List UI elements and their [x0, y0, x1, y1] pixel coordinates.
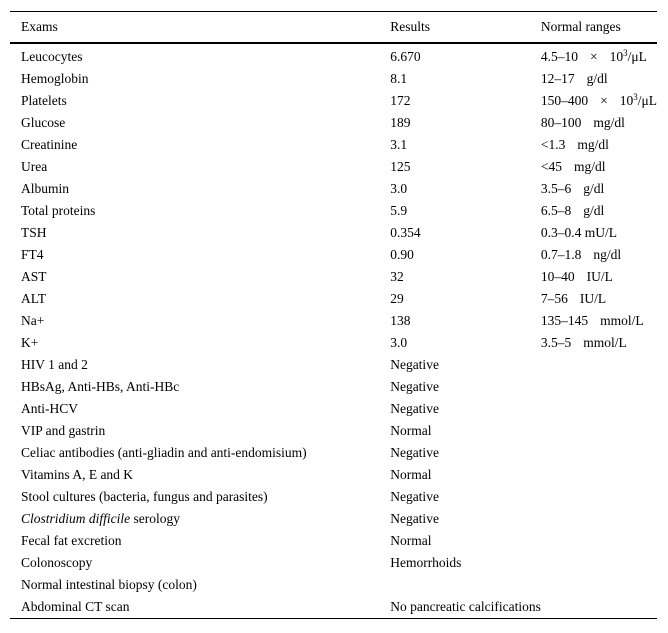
exam-cell [10, 68, 390, 90]
exam-cell [10, 43, 390, 68]
range-value: 135–145 [540, 313, 589, 328]
table-row [10, 332, 657, 354]
result-cell: Negative [390, 489, 439, 504]
unit: mmol/L [583, 335, 627, 350]
times-sign: × [590, 49, 598, 64]
unit: mg/dl [593, 115, 625, 130]
exam-cell [10, 200, 390, 222]
unit: IU/L [579, 291, 607, 306]
normal-range-cell [541, 244, 657, 266]
exam-cell [10, 112, 390, 134]
table-row [10, 68, 657, 90]
exam-name: Glucose [21, 115, 66, 130]
exam-cell [10, 134, 390, 156]
exam-name: Colonoscopy [21, 555, 93, 570]
exam-cell [10, 486, 390, 508]
normal-range-cell [541, 354, 657, 376]
exam-cell [10, 508, 390, 530]
exam-cell [10, 376, 390, 398]
table-row [10, 596, 657, 619]
exam-name: Albumin [21, 181, 70, 196]
range-value: 80–100 [540, 115, 582, 130]
unit: mg/dl [574, 159, 606, 174]
table-row [10, 530, 657, 552]
result-cell: 8.1 [390, 71, 408, 86]
exam-cell [10, 244, 390, 266]
result-cell: 189 [390, 115, 411, 130]
range-value: <45 [540, 159, 562, 174]
exam-cell [10, 332, 390, 354]
exam-cell [10, 354, 390, 376]
result-cell: 6.670 [390, 49, 421, 64]
unit: g/dl [583, 181, 605, 196]
unit: /μL [627, 49, 647, 64]
unit: g/dl [583, 203, 605, 218]
exam-name: Platelets [21, 93, 67, 108]
exam-cell [10, 574, 390, 596]
unit: IU/L [586, 269, 613, 284]
range-value: 4.5–10 [540, 49, 578, 64]
result-cell: Negative [390, 357, 439, 372]
exam-cell [10, 464, 390, 486]
table-row [10, 486, 657, 508]
exam-name: Abdominal CT scan [21, 599, 130, 614]
header-normal-ranges: Normal ranges [540, 19, 621, 34]
result-cell: 172 [390, 93, 411, 108]
table-row [10, 552, 657, 574]
exam-name: Na+ [21, 313, 45, 328]
result-cell: 3.0 [390, 181, 408, 196]
lab-results-table-wrapper [10, 11, 657, 619]
result-cell: Negative [390, 445, 439, 460]
exam-name: Normal intestinal biopsy (colon) [21, 577, 197, 592]
range-value: 7–56 [540, 291, 568, 306]
exam-name: Stool cultures (bacteria, fungus and parasites) [21, 489, 268, 504]
exam-name-italic: Clostridium difficile [21, 511, 131, 526]
unit: /μL [637, 93, 657, 108]
normal-range-cell [541, 200, 657, 222]
table-row [10, 200, 657, 222]
exam-cell [10, 596, 390, 619]
result-cell: 125 [390, 159, 411, 174]
normal-range-cell [541, 43, 657, 68]
table-row [10, 266, 657, 288]
exam-cell [10, 178, 390, 200]
normal-range-cell [541, 530, 657, 552]
result-cell: 0.354 [390, 225, 421, 240]
table-row [10, 508, 657, 530]
result-cell: Negative [390, 401, 439, 416]
result-cell: 5.9 [390, 203, 408, 218]
normal-range-cell [541, 90, 657, 112]
table-row [10, 574, 657, 596]
table-row [10, 178, 657, 200]
table-row [10, 310, 657, 332]
exam-cell [10, 442, 390, 464]
normal-range-cell [541, 464, 657, 486]
exam-cell [10, 156, 390, 178]
exam-cell [10, 398, 390, 420]
normal-range-cell [541, 398, 657, 420]
range-value: 12–17 [540, 71, 575, 86]
table-row [10, 43, 657, 68]
table-row [10, 288, 657, 310]
normal-range-cell [541, 420, 657, 442]
unit-base: 10 [619, 93, 634, 108]
normal-range-cell [541, 178, 657, 200]
result-cell: 138 [390, 313, 411, 328]
unit: g/dl [586, 71, 608, 86]
exam-cell [10, 288, 390, 310]
result-cell: Hemorrhoids [390, 555, 462, 570]
unit-exponent: 3 [623, 48, 628, 58]
exam-name: Leucocytes [21, 49, 83, 64]
normal-range-cell [541, 156, 657, 178]
exam-name: VIP and gastrin [21, 423, 106, 438]
exam-name: Anti-HCV [21, 401, 78, 416]
table-header [10, 12, 657, 44]
normal-range-cell [541, 376, 657, 398]
normal-range-cell [541, 442, 657, 464]
unit: mg/dl [577, 137, 609, 152]
exam-name: K+ [21, 335, 39, 350]
normal-range-cell [541, 332, 657, 354]
normal-range-cell [541, 222, 657, 244]
unit: ng/dl [593, 247, 622, 262]
header-exams: Exams [21, 19, 58, 34]
exam-name: Vitamins A, E and K [21, 467, 134, 482]
result-cell: 0.90 [390, 247, 414, 262]
range-value: 3.5–5 [540, 335, 572, 350]
exam-name: HIV 1 and 2 [21, 357, 88, 372]
exam-cell [10, 90, 390, 112]
result-cell: 32 [390, 269, 404, 284]
table-row [10, 90, 657, 112]
table-row [10, 398, 657, 420]
range-value: 10–40 [540, 269, 575, 284]
normal-range-cell [541, 310, 657, 332]
range-value: 3.5–6 [540, 181, 572, 196]
range-value: 150–400 [540, 93, 589, 108]
exam-cell [10, 222, 390, 244]
result-cell: 3.0 [390, 335, 408, 350]
result-cell: 3.1 [390, 137, 408, 152]
normal-range-cell [541, 68, 657, 90]
result-cell: Negative [390, 379, 439, 394]
exam-cell [10, 552, 390, 574]
header-row [10, 12, 657, 44]
table-row [10, 442, 657, 464]
unit: mmol/L [600, 313, 644, 328]
result-cell [390, 574, 541, 596]
times-sign: × [600, 93, 608, 108]
normal-range-cell [541, 112, 657, 134]
table-row [10, 464, 657, 486]
normal-range-cell [541, 596, 657, 619]
exam-name: AST [21, 269, 47, 284]
exam-name: Urea [21, 159, 48, 174]
normal-range-cell [541, 552, 657, 574]
table-row [10, 376, 657, 398]
result-cell: No pancreatic calcifications [390, 599, 541, 614]
exam-name: Hemoglobin [21, 71, 89, 86]
normal-range-cell [541, 574, 657, 596]
table-row [10, 134, 657, 156]
table-body [10, 43, 657, 619]
normal-range-cell [541, 288, 657, 310]
exam-cell [10, 310, 390, 332]
header-results: Results [390, 19, 430, 34]
exam-name: Fecal fat excretion [21, 533, 122, 548]
table-row [10, 222, 657, 244]
range-value: 0.7–1.8 [540, 247, 582, 262]
result-cell: Negative [390, 511, 439, 526]
result-cell: Normal [390, 533, 432, 548]
lab-results-table [10, 11, 657, 619]
exam-cell [10, 266, 390, 288]
normal-range-cell [541, 508, 657, 530]
range-value: 0.3–0.4 mU/L [540, 225, 617, 240]
exam-name: TSH [21, 225, 47, 240]
exam-name: Total proteins [21, 203, 96, 218]
result-cell: Normal [390, 423, 432, 438]
exam-cell [10, 420, 390, 442]
normal-range-cell [541, 486, 657, 508]
unit-exponent: 3 [633, 92, 638, 102]
exam-name: HBsAg, Anti-HBs, Anti-HBc [21, 379, 180, 394]
table-row [10, 354, 657, 376]
table-row [10, 156, 657, 178]
exam-name: Celiac antibodies (anti-gliadin and anti-endomisium) [21, 445, 307, 460]
table-row [10, 244, 657, 266]
normal-range-cell [541, 134, 657, 156]
table-row [10, 112, 657, 134]
table-row [10, 420, 657, 442]
exam-name: FT4 [21, 247, 44, 262]
unit-base: 10 [609, 49, 624, 64]
exam-name: Creatinine [21, 137, 78, 152]
result-cell: 29 [390, 291, 404, 306]
range-value: 6.5–8 [540, 203, 572, 218]
exam-name: ALT [21, 291, 47, 306]
exam-cell [10, 530, 390, 552]
result-cell: Normal [390, 467, 432, 482]
normal-range-cell [541, 266, 657, 288]
range-value: <1.3 [540, 137, 566, 152]
exam-name: serology [130, 511, 181, 526]
